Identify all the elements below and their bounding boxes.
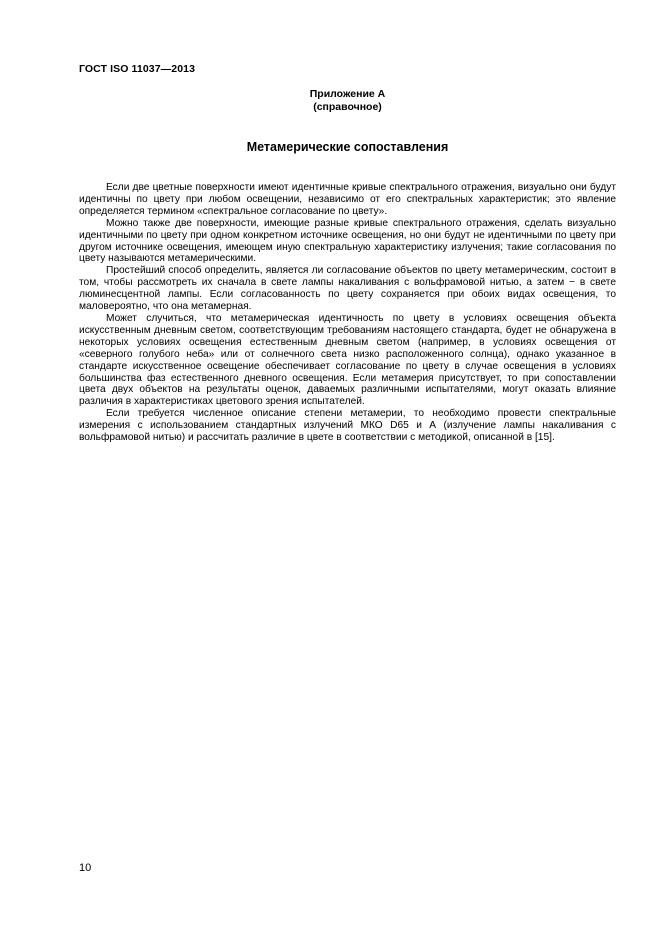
paragraph: Если требуется численное описание степени метамерии, то необходимо провести спектральные измерения с использованием стандартных излучений МКО D65 и А (излучение лампы накаливания с вольфрамовой нитью) и рассчитать различие в цвете в соответствии с методикой, описанной в [15]. (79, 408, 616, 444)
body-text (79, 182, 616, 444)
document-code: ГОСТ ISO 11037—2013 (79, 63, 196, 75)
page-number: 10 (79, 862, 92, 874)
paragraph: Если две цветные поверхности имеют идентичные кривые спектрального отражения, визуально они будут идентичны по цвету при любом освещении, независимо от его спектральных характеристик; это явление определяется термином «спектральное согласование по цвету». (79, 182, 616, 217)
annex-title: Приложение А (309, 88, 386, 100)
paragraph: Простейший способ определить, является ли согласование объектов по цвету метамерическим, состоит в том, чтобы рассмотреть их сначала в свете лампы накаливания с вольфрамовой нитью, а затем − в свете люминесцентной лампы. Если согласованность по цвету сохраняется при обоих видах освещения, то маловероятно, что она метамерная. (79, 265, 616, 313)
section-heading: Метамерические сопоставления (246, 140, 449, 154)
paragraph: Может случиться, что метамерическая идентичность по цвету в условиях освещения объекта искусственным дневным светом, соответствующим требованиям настоящего стандарта, будет не обнаружена в некоторых условиях освещения естественным дневным светом (например, в условиях освещения от «северного голубого неба» или от солнечного света низко расположенного солнца), однако указанное в стандарте искусственное освещение обеспечивает согласование по цвету в случае освещения в условиях большинства фаз естественного дневного освещения. Если метамерия присутствует, то при сопоставлении цвета двух объектов на результаты оценок, даваемых различными испытателями, могут оказать влияние различия в характеристиках цветового зрения испытателей. (79, 312, 616, 408)
paragraph: Можно также две поверхности, имеющие разные кривые спектрального отражения, сделать визуально идентичными по цвету при одном конкретном источнике освещения, но они будут не идентичными по цвету при другом источнике освещения, имеющем иную спектральную характеристику излучения; такие согласования по цвету называются метамерическими. (79, 217, 616, 265)
annex-subtitle: (справочное) (313, 101, 382, 113)
